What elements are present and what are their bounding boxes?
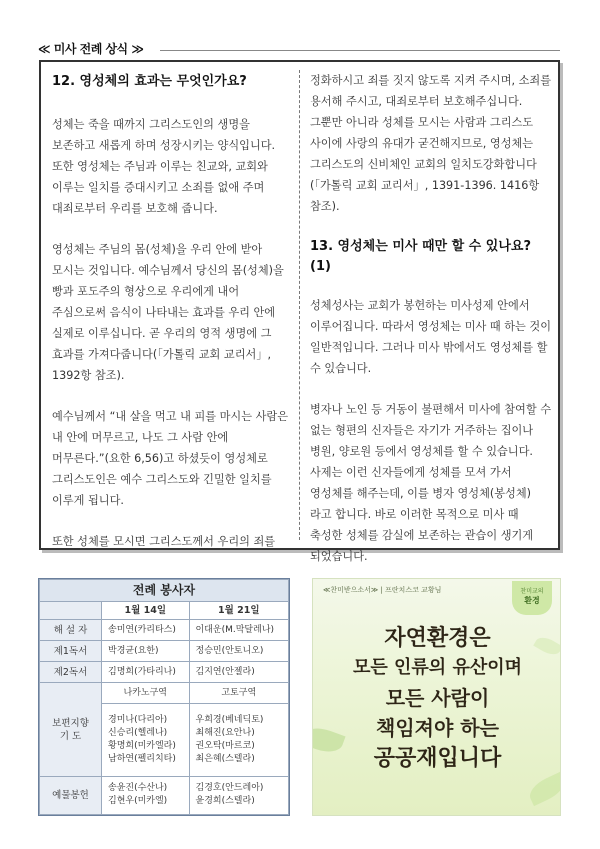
leaf-decoration	[526, 772, 561, 806]
date-header: 1월 14일	[102, 602, 190, 620]
poster-badge	[512, 581, 552, 615]
prayer-role-line1: 보편지향	[52, 717, 89, 729]
role-cell: 예물봉헌	[40, 776, 102, 814]
paragraph: 성체는 죽을 때까지 그리스도인의 생명을 보존하고 새롭게 하며 성장시키는 양식입니다. 또한 영성체는 주님과 이루는 친교와, 교회와 이루는 일치를 증대시키고 소죄를 없애 주며 대죄로부터 우리를 보호해 줍니다.	[52, 118, 276, 215]
date-header: 1월 21일	[189, 602, 288, 620]
badge-small-text: 찬미교의	[520, 588, 544, 595]
paragraph: 예수님께서 “내 살을 먹고 내 피를 마시는 사람은 내 안에 머무르고, 나도 그 사람 안에 머무른다.”(요한 6,56)고 하셨듯이 영성체로 그리스도인은 예수 그리스도와 긴밀한 일치를 이루게 됩니다.	[52, 410, 289, 507]
prayer-servers	[102, 704, 190, 776]
server-name: 송미연(카리타스)	[102, 620, 190, 641]
prayer-servers	[189, 704, 288, 776]
paragraph: 영성체는 주님의 몸(성체)을 우리 안에 받아 모시는 것입니다. 예수님께서 당신의 몸(성체)을 빵과 포도주의 형상으로 우리에게 내어 주심으로써 음식이 나타내는 효과를 우리 안에 실제로 이루십니다. 곧 우리의 영적 생명에 그 효과를 가져다줍니다(「가톨릭 교회 교리서」, 1392항 참조).	[52, 243, 284, 382]
blank-cell	[40, 602, 102, 620]
server-name: 신승리(헬레나)	[108, 728, 168, 739]
area-header: 나카노구역	[102, 683, 190, 704]
server-name: 윤경희(스텔라)	[195, 796, 255, 807]
server-name: 김현우(미카엘)	[108, 796, 168, 807]
area-header: 고토구역	[189, 683, 288, 704]
server-name: 최해진(요안나)	[195, 728, 255, 739]
offering-servers	[189, 776, 288, 814]
poster-line: 책임져야 하는	[376, 716, 499, 740]
paragraph: 성체성사는 교회가 봉헌하는 미사성제 안에서 이루어집니다. 따라서 영성체는 미사 때 하는 것이 일반적입니다. 그러나 미사 밖에서도 영성체를 할 수 있습니다.	[310, 299, 552, 375]
server-name: 권오탁(마르코)	[195, 741, 255, 752]
question-13-title: 13. 영성체는 미사 때만 할 수 있나요? (1)	[310, 239, 531, 274]
prayer-role-line2: 기 도	[59, 730, 82, 742]
server-name: 정승민(안토니오)	[189, 641, 288, 662]
server-name: 경미나(다리아)	[108, 715, 168, 726]
header-rule	[160, 50, 560, 51]
server-name: 남하연(펠리치타)	[108, 754, 176, 765]
left-column	[52, 70, 292, 552]
server-name: 최은혜(스텔라)	[195, 754, 255, 765]
right-column	[310, 70, 552, 567]
poster-line: 공공재입니다	[373, 745, 502, 771]
server-name: 송윤진(수산나)	[108, 783, 168, 794]
role-cell-prayer	[40, 683, 102, 777]
column-divider	[299, 70, 300, 540]
role-cell: 제1독서	[40, 641, 102, 662]
laudato-si-poster	[312, 578, 561, 816]
role-cell: 제2독서	[40, 662, 102, 683]
section-header: ≪ 미사 전례 상식 ≫	[38, 42, 144, 56]
paragraph: 병자나 노인 등 거동이 불편해서 미사에 참여할 수 없는 형편의 신자들은 자기가 거주하는 집이나 병원, 양로원 등에서 영성체를 할 수 있습니다. 사제는 이런 신자들에게 성체를 모셔 가서 영성체를 해주는데, 이를 병자 영성체(봉성체)라고 합니다. 바로 이러한 목적으로 미사 때 축성한 성체를 감실에 보존하는 관습이 생기게 되었습니다.	[310, 403, 552, 563]
poster-calligraphy	[313, 623, 561, 773]
offering-servers	[102, 776, 190, 814]
liturgy-servers-table	[38, 578, 290, 816]
server-name: 황명희(미카엘라)	[108, 741, 176, 752]
server-name: 박경균(요한)	[102, 641, 190, 662]
server-name: 김지연(안젤라)	[189, 662, 288, 683]
role-cell: 해 설 자	[40, 620, 102, 641]
paragraph: 또한 성체를 모시면 그리스도께서 우리의 죄를	[52, 535, 276, 548]
poster-line: 자연환경은	[384, 625, 491, 651]
paragraph: 정화하시고 죄를 짓지 않도록 지켜 주시며, 소죄를 용서해 주시고, 대죄로부터 보호해주십니다. 그뿐만 아니라 성체를 모시는 사람과 그리스도 사이에 사랑의 유대가 굳건해지므로, 영성체는 그리스도의 신비체인 교회의 일치도강화합니다(「가톨릭 교회 교리서」, 1391-1396. 1416항 참조).	[310, 74, 552, 213]
poster-line: 모든 사람이	[385, 686, 490, 710]
poster-source: ≪찬미받으소서≫ | 프란치스코 교황님	[323, 586, 442, 594]
servers-table-title: 전례 봉사자	[40, 580, 289, 602]
server-name: 우희경(베네딕토)	[195, 715, 264, 726]
question-12-title: 12. 영성체의 효과는 무엇인가요?	[52, 74, 247, 89]
server-name: 김명희(가타리나)	[102, 662, 190, 683]
poster-line: 모든 인류의 유산이며	[352, 657, 523, 678]
server-name: 이대운(M.막달레나)	[189, 620, 288, 641]
server-name: 김경호(안드레아)	[195, 783, 264, 794]
badge-main-text: 환경	[524, 596, 540, 605]
